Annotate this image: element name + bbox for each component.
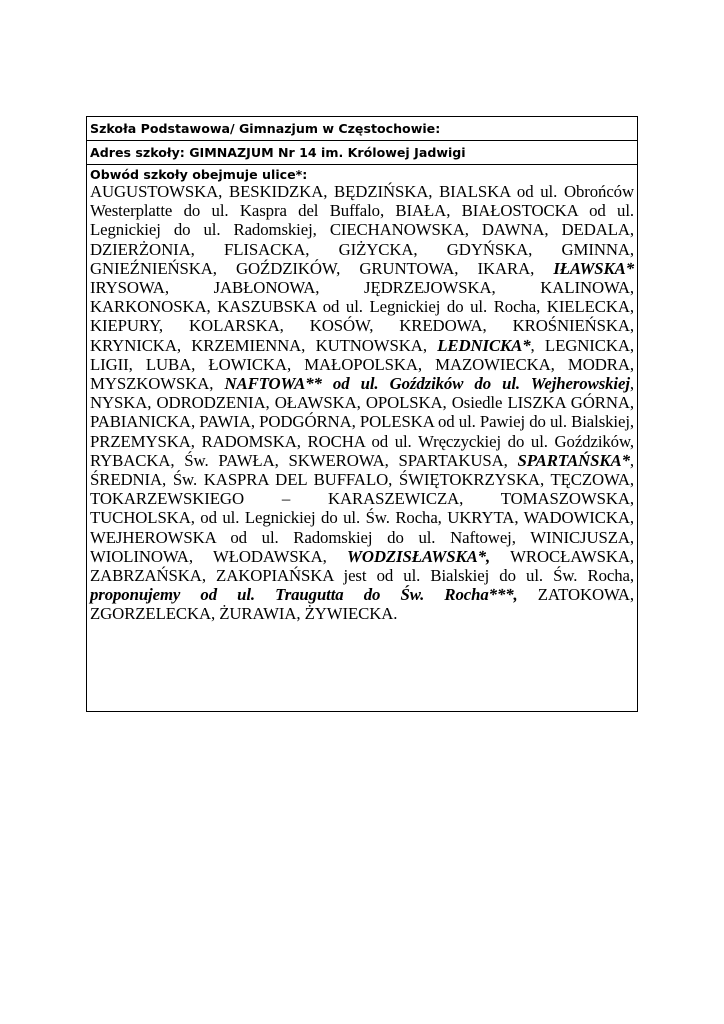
street-emphasis-2: LEDNICKA* xyxy=(437,335,531,355)
street-text-4: , NYSKA, ODRODZENIA, OŁAWSKA, OPOLSKA, Osiedle LISZKA GÓRNA, PABIANICKA, PAWIA, PODGÓRNA, POLESKA od ul. Pawiej do ul. Bialskiej, PRZEMYSKA, RADOMSKA, ROCHA od ul. Wręczyckiej do ul. Goździków, RYBACKA, Św. PAWŁA, SKWEROWA, SPARTAKUSA, xyxy=(90,374,634,470)
school-address-row: Adres szkoły: GIMNAZJUM Nr 14 im. Królowej Jadwigi xyxy=(87,141,637,165)
street-text-6: WROCŁAWSKA, ZABRZAŃSKA, ZAKOPIAŃSKA jest od ul. Bialskiej do ul. Św. Rocha, xyxy=(90,546,634,586)
district-streets-row xyxy=(87,165,637,711)
street-list xyxy=(90,182,634,624)
street-text-7: ZATOKOWA, ZGORZELECKA, ŻURAWIA, ŻYWIECKA. xyxy=(90,585,634,624)
street-text-1: AUGUSTOWSKA, BESKIDZKA, BĘDZIŃSKA, BIALSKA od ul. Obrońców Westerplatte do ul. Kaspra del Buffalo, BIAŁA, BIAŁOSTOCKA od ul. Legnickiej do ul. Radomskiej, CIECHANOWSKA, DAWNA, DEDALA, DZIERŻONIA, FLISACKA, GIŻYCKA, GDYŃSKA, GMINNA, GNIEŹNIEŃSKA, GOŹDZIKÓW, GRUNTOWA, IKARA, xyxy=(90,182,634,278)
street-text-5: , ŚREDNIA, Św. KASPRA DEL BUFFALO, ŚWIĘTOKRZYSKA, TĘCZOWA, TOKARZEWSKIEGO – KARASZEWICZA, TOMASZOWSKA, TUCHOLSKA, od ul. Legnickiej do ul. Św. Rocha, UKRYTA, WADOWICKA, WEJHEROWSKA od ul. Radomskiej do ul. Naftowej, WINICJUSZA, WIOLINOWA, WŁODAWSKA, xyxy=(90,450,634,566)
school-type-row: Szkoła Podstawowa/ Gimnazjum w Częstochowie: xyxy=(87,117,637,141)
street-emphasis-3: NAFTOWA** od ul. Goździków do ul. Wejherowskiej xyxy=(224,374,630,394)
school-district-table xyxy=(86,116,638,712)
district-label: Obwód szkoły obejmuje ulice*: xyxy=(90,167,308,182)
street-text-3: , LEGNICKA, LIGII, LUBA, ŁOWICKA, MAŁOPOLSKA, MAZOWIECKA, MODRA, MYSZKOWSKA, xyxy=(90,335,634,394)
street-emphasis-5: WODZISŁAWSKA*, xyxy=(347,546,491,566)
street-emphasis-4: SPARTAŃSKA* xyxy=(517,450,630,470)
street-emphasis-1: IŁAWSKA* xyxy=(553,258,634,278)
street-text-2: IRYSOWA, JABŁONOWA, JĘDRZEJOWSKA, KALINOWA, KARKONOSKA, KASZUBSKA od ul. Legnickiej do ul. Rocha, KIELECKA, KIEPURY, KOLARSKA, KOSÓW, KREDOWA, KROŚNIEŃSKA, KRYNICKA, KRZEMIENNA, KUTNOWSKA, xyxy=(90,278,634,355)
street-emphasis-6: proponujemy od ul. Traugutta do Św. Rocha***, xyxy=(90,585,518,605)
